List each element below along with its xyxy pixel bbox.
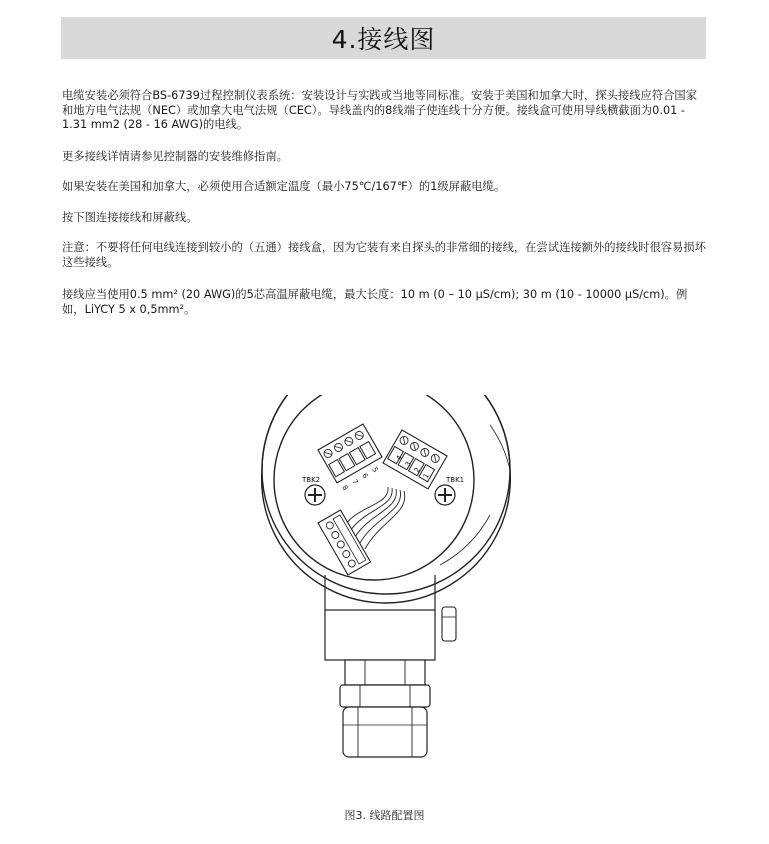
gland-body [345,660,425,685]
side-lug [442,607,456,641]
tbk1-label: TBK1 [446,476,465,484]
paragraph-cable-standards: 电缆安装必须符合BS-6739过程控制仪表系统：安装设计与实践或当地等同标准。安装于美国和加拿大时，探头接线应符合国家和地方电气法规（NEC）或加拿大电气法规（CEC）。导线盖内的8线端子使连线十分方便。接线盒可使用导线横截面为0.01 - 1.31 mm2 (28 - 16 AWG)的电线。 [62,89,697,131]
mounting-screw-right-icon [435,485,455,505]
tbk2-terminal-6: 6 [360,472,370,480]
tbk2-terminal-8: 8 [340,484,350,492]
tbk2-terminal-7: 7 [350,478,360,486]
tbk2-terminal-5: 5 [370,466,380,474]
tbk1-terminal-3: 3 [403,460,413,468]
tbk1-terminal-4: 4 [394,454,404,462]
paragraph-us-canada-cable: 如果安装在美国和加拿大，必须使用合适额定温度（最小75℃/167℉）的1级屏蔽电缆。 [62,180,506,193]
gland-cap [343,707,427,757]
section-title: 4.接线图 [331,25,436,54]
paragraph-connect-instructions: 按下图连接接线和屏蔽线。 [62,211,198,224]
figure-caption: 图3. 线路配置图 [344,809,425,822]
paragraph-warning-note: 注意：不要将任何电线连接到较小的（五通）接线盒，因为它装有来自探头的非常细的接线，在尝试连接额外的接线时很容易损坏这些接线。 [62,241,706,269]
tbk2-label: TBK2 [302,476,321,484]
wiring-diagram [240,395,530,775]
paragraph-more-details: 更多接线详情请参见控制器的安装维修指南。 [62,150,288,163]
paragraph-wiring-spec: 接线应当使用0.5 mm² (20 AWG)的5芯高温屏蔽电缆，最大长度：10 m (0 – 10 μS/cm); 30 m (10 - 10000 μS/cm)。例如，LiYCY 5 x 0,5mm²。 [62,288,688,316]
housing-neck [325,610,435,660]
mounting-screw-left-icon [305,485,325,505]
tbk1-terminal-2: 2 [412,466,422,474]
tbk1-terminal-1: 1 [421,472,431,480]
section-title-bar [61,17,706,59]
gland-nut [340,685,430,707]
